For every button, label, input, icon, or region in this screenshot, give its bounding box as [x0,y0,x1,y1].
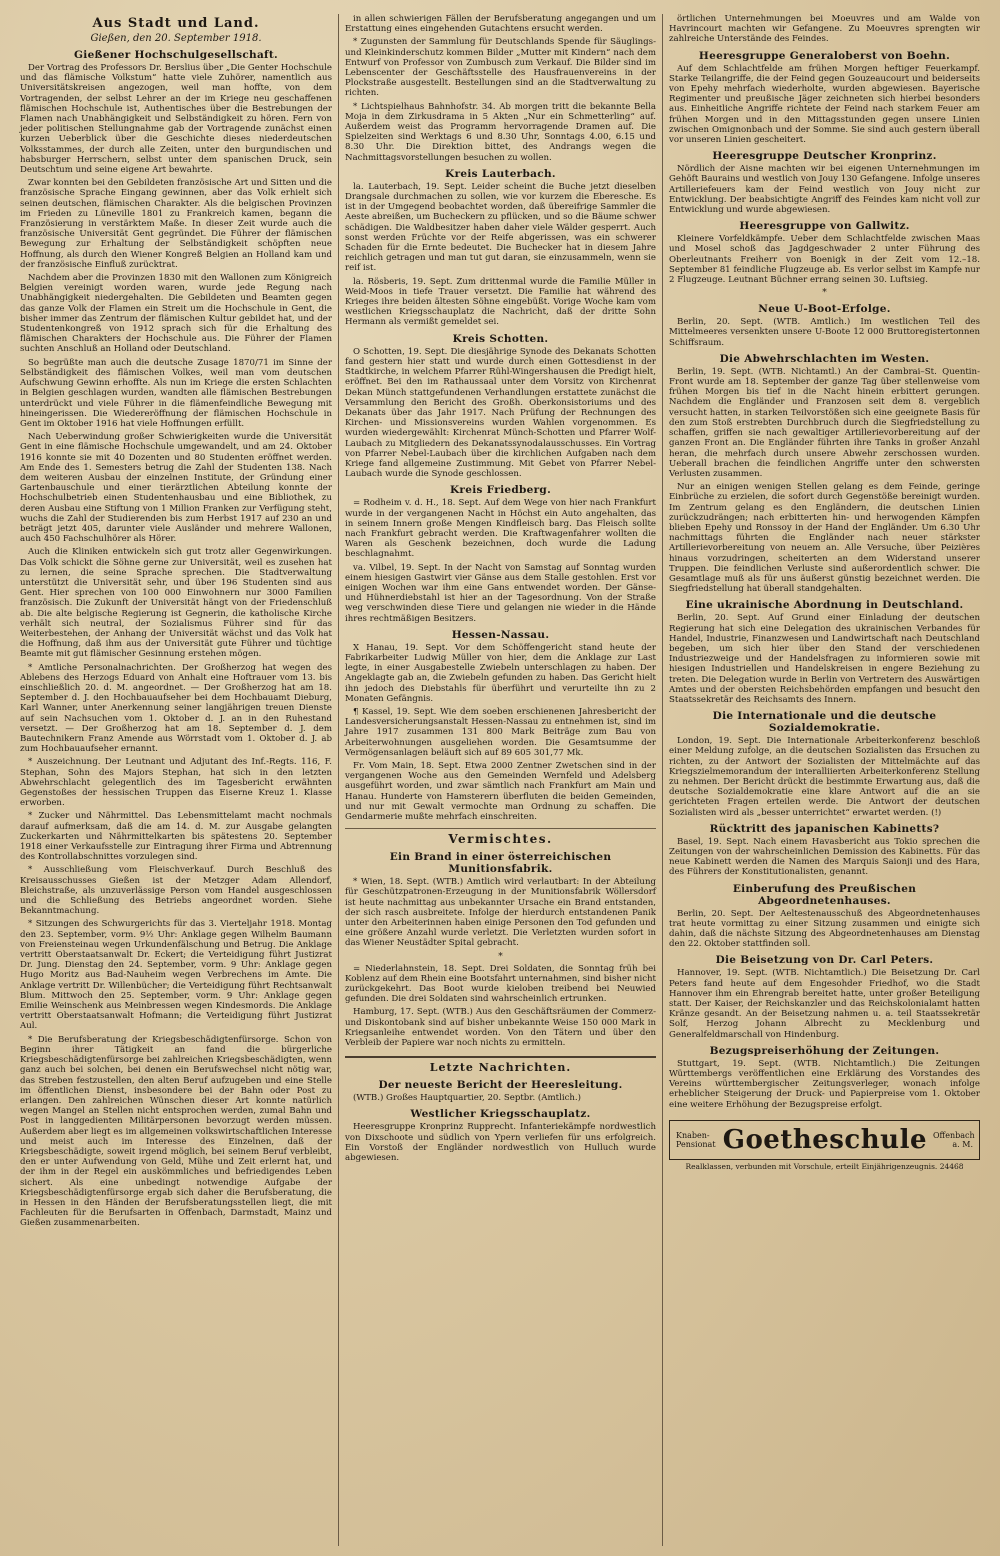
article-paragraph: Nachdem aber die Provinzen 1830 mit den Wallonen zum Königreich Belgien vereinigt worden waren, wurde jede Regung nach Unabhängigkeit niedergehalten. Die Gebildeten und Beamten gegen das ganze Volk der Flamen ein Streit um die Hochschule in Gent, die bisher immer das Zentrum der flämischen Kultur gebildet hat, und der Studentenkongreß von 1912 sprach sich für die Erhaltung des flämischen Charakters der Hochschule aus. Die Führer der Flamen suchten Anschluß an Holland oder Deutschland. [20,273,332,355]
article-paragraph: Nur an einigen wenigen Stellen gelang es dem Feinde, geringe Einbrüche zu erzielen, die sofort durch Gegenstöße bereinigt wurden. Im Zentrum gelang es den Engländern, die deutschen Linien zurückzudrängen; nach erbitterten hin- und herwogenden Kämpfen blieben Epehy und Ronssoy in der Hand der Engländer. Um 6.30 Uhr nachmittags führten die Engländer nach neuer stärkster Artillerievorbereitung von neuem an. Alle Versuche, über Peizières hinaus vorzudringen, scheiterten an dem Widerstand unserer Truppen. Die feindlichen Verluste sind außerordentlich schwer. Die Gesamtlage muß als für uns äußerst günstig bezeichnet werden. Die Siegfriedstellung hat überall standgehalten. [669,482,980,595]
separator-star: * [822,288,827,299]
article-paragraph: Kleinere Vorfeldkämpfe. Ueber dem Schlachtfelde zwischen Maas und Mosel schoß das Jagdgeschwader 2 unter Führung des Oberleutnants Freiherr von Boenigk in der Zeit vom 12.–18. September 81 feindliche Flugzeuge ab. Es verlor selbst im Kampfe nur 2 Flugzeuge. Leutnant Büchner errang seinen 30. Luftsieg. [669,234,980,286]
article-paragraph: la. Lauterbach, 19. Sept. Leider scheint die Buche jetzt dieselben Drangsale durchmachen zu sollen, wie vor kurzem die Eberesche. Es ist in der Umgegend beobachtet worden, daß übereifrige Sammler die Aeste abreißen, um Bucheckern zu pflücken, und so die Bäume schwer schädigen. Die Waldbesitzer haben daher viele Wälder gesperrt. Auch sonst werden Früchte vor der Reife abgerissen, was ein schwerer Schaden für die Ernte bedeutet. Die Buchecker hat in diesem Jahre reichlich getragen und man tut gut daran, sie einzusammeln, wenn sie reif ist. [345,181,656,274]
article-paragraph: O Schotten, 19. Sept. Die diesjährige Synode des Dekanats Schotten fand gestern hier statt und wurde durch einen Gottesdienst in der Stadtkirche, in welchem Pfarrer Rühl-Wingershausen die Predigt hielt, eröffnet. Bei den im Rathaussaal unter dem Vorsitz von Kirchenrat Dekan Münch stattgefundenen Verhandlungen erstattete zunächst die Versammlung den Bericht des Großh. Oberkonsistoriums und des Dekanats über das Jahr 1917. Nach Prüfung der Rechnungen des Kirchen- und Missionsvereins wurden Wahlen vorgenommen. Es wurden wiedergewählt: Kirchenrat Münch-Schotten und Pfarrer Wolf-Laubach zu Mitgliedern des Dekanatssynodalausschusses. Ein Vortrag von Pfarrer Nebel-Laubach über die kirchlichen Aufgaben nach dem Kriege fand allgemeine Zustimmung. Mit Gebet von Pfarrer Nebel-Laubach wurde die Synode geschlossen. [345,346,656,480]
notice-paragraph: * Ausschließung vom Fleischverkauf. Durch Beschluß des Kreisausschusses Gießen ist der Metzger Adam Allendorf, Bleichstraße, als unzuverlässige Person vom Handel ausgeschlossen und die Schließung des Betriebs angeordnet worden. Siehe Bekanntmachung. [20,865,332,917]
district-heading: Kreis Friedberg. [449,484,552,497]
article-paragraph: Auch die Kliniken entwickeln sich gut trotz aller Gegenwirkungen. Das Volk schickt die Söhne gerne zur Universität, weil es zusehen hat zu lernen, die seine Sprache sprechen. Die Stadtverwaltung unterstützt die Universität sehr, und über 196 Studenten sind aus Gent. Hier sprechen von 100 000 Einwohnern nur 3000 Familien französisch. Die Zukunft der Universität hängt von der Friedenschluß ab. Die alte belgische Regierung ist Gegnerin, die katholische Kirche verhält sich neutral, der Sozialismus Führer sind für das Weiterbestehen, der Anhang der Universität wächst und das Volk hat die Hoffnung, daß ihm aus der Universität gute Führer und tüchtige Beamte mit gut flämischer Gesinnung erstehen mögen. [20,547,332,660]
article-heading: Heeresgruppe Generaloberst von Boehn. [698,49,951,62]
notice-paragraph: * Lichtspielhaus Bahnhofstr. 34. Ab morgen tritt die bekannte Bella Moja in dem Zirkusdrama in 5 Akten „Nur ein Schmetterling“ auf. Außerdem weist das Programm hervorragende Dramen auf. Die Spielzeiten sind Werktags 6 und 8.30 Uhr, Sonntags 4.00, 6.15 und 8.30 Uhr. Die Direktion bittet, des Andrangs wegen die Nachmittagsvorstellungen besuchen zu wollen. [345,101,656,163]
article-paragraph: X Hanau, 19. Sept. Vor dem Schöffengericht stand heute der Fabrikarbeiter Ludwig Müller von hier, dem die Anklage zur Last legte, in einer Ausgabestelle Zwiebeln unterschlagen zu haben. Der Angeklagte gab an, die Zwiebeln gefunden zu haben. Das Gericht hielt ihn jedoch des Diebstahls für überführt und verurteilte ihn zu 2 Monaten Gefängnis. [345,642,656,704]
section-heading-misc: Vermischtes. [345,828,656,846]
article-heading: Die Internationale und die deutsche Sozialdemokratie. [712,710,937,735]
column-2 [338,14,662,1546]
article-paragraph: örtlichen Unternehmungen bei Moeuvres und am Walde von Havrincourt machten wir Gefangene. Zu Moeuvres sprengten wir zahlreiche Unterstände des Feindes. [669,14,980,45]
article-paragraph: Stuttgart, 19. Sept. (WTB. Nichtamtlich.) Die Zeitungen Württembergs veröffentlichen eine Erklärung des Vorstandes des Vereins württembergischer Zeitungsverleger, wonach infolge erheblicher Steigerung der Druck- und Papierpreise vom 1. Oktober eine weitere Erhöhung der Bezugspreise erfolgt. [669,1058,980,1110]
notice-paragraph: * Amtliche Personalnachrichten. Der Großherzog hat wegen des Ablebens des Herzogs Eduard von Anhalt eine Hoftrauer vom 13. bis einschließlich 20. d. M. angeordnet. — Der Großherzog hat am 18. September d. J. den Hochbauaufseher bei dem Hochbauamt Dieburg, Karl Wanner, unter Anerkennung seiner langjährigen treuen Dienste auf sein Nachsuchen vom 1. Oktober d. J. an in den Ruhestand versetzt. — Der Großherzog hat am 18. September d. J. dem Bautechnikern Franz Amende aus Wörrstadt vom 1. Oktober d. J. ab zum Hochbauaufseher ernannt. [20,662,332,755]
article-heading: Der neueste Bericht der Heeresleitung. [378,1079,623,1092]
article-heading: Ein Brand in einer österreichischen Munitionsfabrik. [389,851,612,876]
article-paragraph: Berlin, 20. Sept. Der Aeltestenausschuß des Abgeordnetenhauses trat heute vormittag zu einer Sitzung zusammen und einigte sich dahin, daß die nächste Sitzung des Abgeordnetenhauses am Dienstag den 22. Oktober stattfinden soll. [669,908,980,950]
article-heading: Westlicher Kriegsschauplatz. [410,1108,591,1121]
article-paragraph: ¶ Kassel, 19. Sept. Wie dem soeben erschienenen Jahresbericht der Landesversicherungsanstalt Hessen-Nassau zu entnehmen ist, sind im Jahre 1917 zusammen 131 800 Mark Beiträge zum Bau von Arbeiterwohnungen ausgeliehen worden. Die Gesamtsumme der Vermögensanlagen beläuft sich auf 89 605 301,77 Mk. [345,706,656,758]
advertisement-box [669,1120,980,1160]
article-paragraph: Berlin, 20. Sept. Auf Grund einer Einladung der deutschen Regierung hat sich eine Delegation des ukrainischen Verbandes für Handel, Industrie, Finanzwesen und Landwirtschaft nach Deutschland begeben, um sich hier über den Stand der verschiedenen Industriezweige und der Handelsfragen zu informieren sowie mit hiesigen Industriellen und Handelskreisen in engere Beziehung zu treten. Die Delegation wurde in Berlin von Vertretern des Auswärtigen Amtes und der obersten Reichsbehörden empfangen und besucht den Staatssekretär des Reichsamts des Innern. [669,613,980,705]
notice-paragraph: * Auszeichnung. Der Leutnant und Adjutant des Inf.-Regts. 116, F. Stephan, Sohn des Majors Stephan, hat sich in den letzten Abwehrschlacht gelegentlich des im Tagesbericht erwähnten Gegenstoßes der hessischen Truppen das Eiserne Kreuz 1. Klasse erworben. [20,757,332,809]
column-1 [14,14,338,1546]
article-heading: Die Beisetzung von Dr. Carl Peters. [715,954,934,967]
article-paragraph: Hamburg, 17. Sept. (WTB.) Aus den Geschäftsräumen der Commerz- und Diskontobank sind auf bisher unbekannte Weise 150 000 Mark in Kriegsanleihe entwendet worden. Von den Tätern und über den Verbleib der Papiere war noch nichts zu ermitteln. [345,1007,656,1049]
section-heading: Aus Stadt und Land. [92,16,260,31]
ad-right-text: Offenbach a. M. [933,1130,975,1149]
article-heading: Neue U-Boot-Erfolge. [758,303,891,316]
article-heading: Rücktritt des japanischen Kabinetts? [709,822,940,835]
separator-star: * [498,951,503,962]
article-paragraph: va. Vilbel, 19. Sept. In der Nacht von Samstag auf Sonntag wurden einem hiesigen Gastwirt vier Gänse aus dem Stalle gestohlen. Erst vor einigen Wochen war ihm eine Gans entwendet worden. Der Gänse- und Hühnerdiebstahl ist hier an der Tagesordnung. Von der Straße weg verschwinden diese Tiere und gelangen nie wieder in die Hände ihres rechtmäßigen Besitzers. [345,562,656,624]
latest-news-heading: Letzte Nachrichten. [345,1056,656,1074]
district-heading: Kreis Schotten. [452,332,549,345]
article-paragraph: * Wien, 18. Sept. (WTB.) Amtlich wird verlautbart: In der Abteilung für Geschützpatronen-Erzeugung in der Munitionsfabrik Wöllersdorf ist heute nachmittag aus unbekannter Ursache ein Brand entstanden, der sich rasch ausbreitete. Infolge der hierdurch entstandenen Panik unter den Arbeiterinnen haben einige Personen den Tod gefunden und eine größere Anzahl wurde verletzt. Die Verletzten wurden sofort in das Wiener Neustädter Spital gebracht. [345,877,656,949]
article-heading: Heeresgruppe von Gallwitz. [739,220,910,233]
ad-subline: Realklassen, verbunden mit Vorschule, erteilt Einjährigenzeugnis. 24468 [685,1161,964,1171]
article-heading: Eine ukrainische Abordnung in Deutschland. [685,599,964,612]
article-paragraph: Auf dem Schlachtfelde am frühen Morgen heftiger Feuerkampf. Starke Teilangriffe, die der Feind gegen Gouzeaucourt und beiderseits von Epehy mehrfach wiederholte, wurden abgewiesen. Bayerische Regimenter und preußische Jäger zeichneten sich hierbei besonders aus. Einheitliche Angriffe richtete der Feind nach starkem Feuer am frühen Morgen und in den Mittagsstunden gegen unsere Linien zwischen Omignonbach und der Somme. Sie sind auch gestern überall vor unseren Linien gescheitert. [669,63,980,146]
article-paragraph: Der Vortrag des Professors Dr. Berslius über „Die Genter Hochschule und das flämische Volkstum“ hatte viele Zuhörer, namentlich aus Universitätskreisen angezogen, weil man hoffte, von dem Vortragenden, der selbst Lehrer an der im Kriege neu geschaffenen flämischen Hochschule ist, Authentisches über die Bestrebungen der Flamen nach Unabhängigkeit und Selbständigkeit zu hören. Fern von jeder politischen Stellungnahme gab der Vortragende zunächst einen kurzen Ueberblick über die Geschichte dieses niederdeutschen Volksstammes, der durch alle Zeiten, unter den burgundischen und habsburger Herrschern, selbst unter dem spanischen Druck, sein Deutschtum und seine eigene Art bewahrte. [20,63,332,176]
article-paragraph: Hannover, 19. Sept. (WTB. Nichtamtlich.) Die Beisetzung Dr. Carl Peters fand heute auf dem Engesohder Friedhof, wo die Stadt Hannover ihm ein Ehrengrab bereitet hatte, unter großer Beteiligung statt. Der Kaiser, der Reichskanzler und das Reichskolonialamt hatten Kränze gesandt. An der Beisetzung nahmen u. a. teil Staatssekretär Solf, Herzog Johann Albrecht zu Mecklenburg und Generalfeldmarschall von Hindenburg. [669,968,980,1040]
article-paragraph: la. Rösberis, 19. Sept. Zum drittenmal wurde die Familie Müller in Weid-Moos in tiefe Trauer versetzt. Die Familie hat während des Krieges ihre beiden ältesten Söhne eingebüßt. Vorige Woche kam vom westlichen Kriegsschauplatz die Nachricht, daß der dritte Sohn Hermann als vermißt gemeldet sei. [345,276,656,328]
article-paragraph: Fr. Vom Main, 18. Sept. Etwa 2000 Zentner Zwetschen sind in der vergangenen Woche aus den Gemeinden Wernfeld und Adelsberg ausgeführt worden, und zwar sämtlich nach Frankfurt am Main und Hanau. Hunderte von Hamsterern überfluten die beiden Gemeinden, und nur mit Gewalt vermochte man Ordnung zu schaffen. Die Gendarmerie mußte mehrfach einschreiten. [345,761,656,823]
district-heading: Hessen-Nassau. [451,628,550,641]
notice-paragraph: * Die Berufsberatung der Kriegsbeschädigtenfürsorge. Schon von Beginn ihrer Tätigkeit an fand die bürgerliche Kriegsbeschädigtenfürsorge bei zahlreichen Kriegsbeschädigten, wenn ganz auch bei solchen, bei denen ein Berufswechsel nicht nötig war, das Streben festzustellen, den alten Beruf aufzugeben und eine Stelle im öffentlichen Dienst, insbesondere bei der Bahn oder Post zu erlangen. Den zahlreichen Wünschen dieser Art konnte natürlich wegen Mangel an Stellen nicht entsprochen werden, zumal Bahn und Post in langgedienten Militärpersonen bevorzugt werden müssen. Außerdem aber liegt es im allgemeinen volkswirtschaftlichen Interesse und meist auch im Interesse des Einzelnen, daß der Kriegsbeschädigte, soweit irgend möglich, bei seinem Beruf verbleibt, den er unter Aufwendung von Geld, Mühe und Zeit erlernt hat, und der ihm in der Regel ein auskömmliches und befriedigendes Leben sichert. Als eine unbedingt notwendige Aufgabe der Kriegsbeschädigtenfürsorge ergab sich daher die Berufsberatung, die in Hessen in den Händen der Berufsberatungsstellen liegt, die mit Fachleuten für die Berufsarten in Offenbach, Darmstadt, Mainz und Gießen zusammenarbeiten. [20,1034,332,1229]
article-heading: Einberufung des Preußischen Abgeordnetenhauses. [732,882,917,907]
notice-paragraph: * Sitzungen des Schwurgerichts für das 3. Vierteljahr 1918. Montag den 23. September, vorm. 9½ Uhr: Anklage gegen Wilhelm Baumann von Freiensteinau wegen Urkundenfälschung und Betrug. Die Anklage vertritt Oberstaatsanwalt Dr. Eckert; die Verteidigung führt Justizrat Dr. Jung. Dienstag den 24. September, vorm. 9 Uhr: Anklage gegen Hugo Moritz aus Bad-Nauheim wegen Verbrechens im Amte. Die Anklage vertritt Dr. Willenbücher; die Verteidigung führt Rechtsanwalt Blum. Mittwoch den 25. September, vorm. 9 Uhr: Anklage gegen Emilie Weinschenk aus Meinbressen wegen Kindesmords. Die Anklage vertritt Oberstaatsanwalt Hofmann; die Verteidigung führt Justizrat Aul. [20,919,332,1032]
article-paragraph: Nördlich der Aisne machten wir bei eigenen Unternehmungen im Gehöft Baurains und westlich von Jouy 130 Gefangene. Infolge unseres Artilleriefeuers kam der Feind westlich von Jouy nicht zur Entwicklung. Der beabsichtigte Angriff des Feindes kam nicht voll zur Entwicklung und wurde abgewiesen. [669,164,980,216]
article-paragraph: Berlin, 20. Sept. (WTB. Amtlich.) Im westlichen Teil des Mittelmeeres versenkten unsere U-Boote 12 000 Bruttoregistertonnen Schiffsraum. [669,317,980,348]
district-heading: Kreis Lauterbach. [445,167,556,180]
notice-paragraph: * Zugunsten der Sammlung für Deutschlands Spende für Säuglings- und Kleinkinderschutz kommen Bilder „Mutter mit Kindern“ nach dem Entwurf von Professor von Zumbusch zum Verkauf. Die Bilder sind im Lebenscenter der Geschäftsstelle des Hausfrauenvereins in der Plockstraße ausgestellt. Bestellungen sind an die Stadtverwaltung zu richten. [345,37,656,99]
article-heading: Bezugspreiserhöhung der Zeitungen. [709,1044,940,1057]
dateline-paragraph: (WTB.) Großes Hauptquartier, 20. Septbr. (Amtlich.) [353,1093,581,1104]
article-paragraph: Berlin, 19. Sept. (WTB. Nichtamtl.) An der Cambrai–St. Quentin-Front wurde am 18. September der ganze Tag über stellenweise vom frühen Morgen bis tief in die Nacht hinein erbittert gerungen. Nachdem die Engländer und Franzosen seit dem 8. vergeblich versucht hatten, in starken Teilvorstößen sich eine geeignete Basis für den zum Stoß erstrebten Durchbruch durch die Siegfriedstellung zu schaffen, griffen sie nach gewaltiger Artillerievorbereitung auf der ganzen Front an. Die Engländer führten ihre Tanks in großer Anzahl heran, die mehrfach durch unsere Abwehr zerschossen wurden. Ueberall brachen die feindlichen Angriffe unter den schwersten Verlusten zusammen. [669,366,980,479]
article-paragraph: London, 19. Sept. Die Internationale Arbeiterkonferenz beschloß einer Meldung zufolge, an die deutschen Sozialisten das Ersuchen zu richten, zu der Antwort der Sozialisten der Mittelmächte auf das Kriegszielmemorandum der interalliierten Arbeiterkonferenz Stellung zu nehmen. Der Bericht drückt die bestimmte Erwartung aus, daß die deutsche Sozialdemokratie eine klare Antwort auf die an sie gerichteten Fragen erteilen werde. Die Antwort der deutschen Sozialisten wird als „besser unterrichtet“ erwartet werden. (!) [669,736,980,818]
article-paragraph: = Rodheim v. d. H., 18. Sept. Auf dem Wege von hier nach Frankfurt wurde in der vergangenen Nacht in Höchst ein Auto angehalten, das in seinem Innern große Mengen Kindfleisch barg. Das Fleisch sollte nach Frankfurt gebracht werden. Die Kraftwagenfahrer wollten die Waren als Geschenk bezeichnen, doch wurde die Ladung beschlagnahmt. [345,498,656,560]
notice-paragraph: * Zucker und Nährmittel. Das Lebensmittelamt macht nochmals darauf aufmerksam, daß die am 14. d. M. zur Ausgabe gelangten Zuckerkarten und Nährmittelkarten bis spätestens 20. September 1918 einer Verkaufsstelle zur Eintragung ihrer Firma und Abtrennung des Kontrollabschnittes vorzulegen sind. [20,811,332,863]
article-paragraph: = Niederlahnstein, 18. Sept. Drei Soldaten, die Sonntag früh bei Koblenz auf dem Rhein eine Bootsfahrt unternahmen, sind bisher nicht zurückgekehrt. Das Boot wurde kieloben treibend bei Neuwied gefunden. Die drei Soldaten sind wahrscheinlich ertrunken. [345,963,656,1005]
dateline: Gießen, den 20. September 1918. [90,33,262,44]
article-paragraph: Nach Ueberwindung großer Schwierigkeiten wurde die Universität Gent in eine flämische Hochschule umgewandelt, und am 24. Oktober 1916 konnte sie mit 40 Dozenten und 80 Studenten eröffnet werden. Am Ende des 1. Semesters betrug die Zahl der Studenten 138. Nach dem weiteren Ausbau der einzelnen Institute, der Gründung einer Gartenbauschule und einer tierärztlichen Abteilung konnte der Hochschulbetrieb einen Studentenhausbau und eine Bibliothek, zu deren Ausbau eine Stiftung von 1 Million Franken zur Verfügung steht, wuchs die Zahl der Studierenden bis zum Herbst 1917 auf 230 an und beträgt jetzt 405, darunter viele Ausländer und mehrere Wallonen, auch 450 Fachschulhörer als Hörer. [20,432,332,545]
article-paragraph: Basel, 19. Sept. Nach einem Havasbericht aus Tokio sprechen die Zeitungen von der wahrscheinlichen Demission des Kabinetts. Für das neue Kabinett werden die Namen des Marquis Saionji und des Hara, des Führers der Konstitutionalisten, genannt. [669,836,980,878]
article-heading: Die Abwehrschlachten im Westen. [719,352,930,365]
column-3 [662,14,986,1546]
ad-left-text: Knaben-Pensionat [676,1130,716,1149]
article-paragraph: Heeresgruppe Kronprinz Rupprecht. Infanteriekämpfe nordwestlich von Dixschoote und südlich von Ypern verliefen für uns erfolgreich. Ein Vorstoß der Engländer nordwestlich von Hulluch wurde abgewiesen. [345,1122,656,1164]
article-paragraph: So begrüßte man auch die deutsche Zusage 1870/71 im Sinne der Selbständigkeit des flämischen Volkes, weil man vom deutschen Aufschwung Gewinn erhoffte. Als nun im Kriege die ersten Schlachten in Belgien geschlagen wurden, wandten alle flämischen Bestrebungen unterdrückt und viele Führer in die flämenfeindliche Bewegung mit hineingerissen. Die Wiedereröffnung der flämischen Hochschule in Gent im Oktober 1916 hat viele Hoffnungen erfüllt. [20,357,332,429]
article-heading: Heeresgruppe Deutscher Kronprinz. [712,150,937,163]
article-paragraph: in allen schwierigen Fällen der Berufsberatung angegangen und um Erstattung eines eingehenden Gutachtens ersucht werden. [345,14,656,35]
ad-school-name: Goetheschule [722,1124,927,1155]
article-paragraph: Zwar konnten bei den Gebildeten französische Art und Sitten und die französische Sprache Eingang gewinnen, aber das Volk erhielt sich seinen deutschen, flämischen Charakter. Als die belgischen Provinzen im Frieden zu Lüneville 1801 zu Frankreich kamen, begann die Französierung in verstärktem Maße. In dieser Zeit wurde auch die französische Universität Gent gegründet. Die Führer der flämischen Bewegung zur Erhaltung der Selbständigkeit schöpften neue Hoffnung, als durch den Wiener Kongreß Belgien an Holland kam und der französische Einfluß zurücktrat. [20,178,332,270]
article-heading: Gießener Hochschulgesellschaft. [74,49,278,61]
